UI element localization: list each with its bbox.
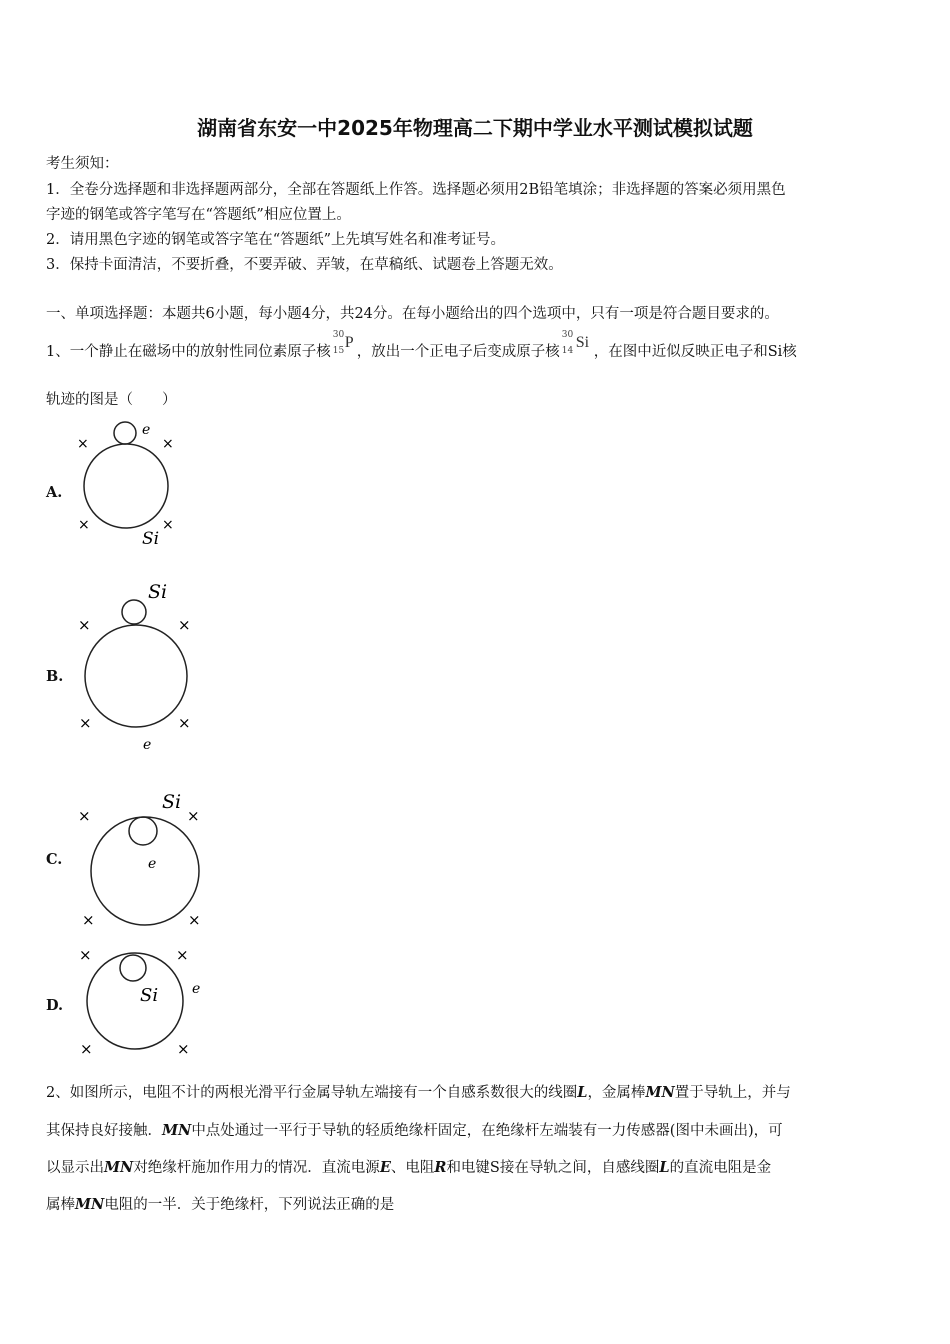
nuclide-symbol: P [344,334,354,351]
small-orbit [120,955,146,981]
question-1-line-2: 轨迹的图是（ ） [46,392,177,408]
question-1-text-b: ，放出一个正电子后变成原子核 [356,344,560,360]
question-2-line-3 [46,1156,771,1177]
small-orbit [129,817,157,845]
big-orbit [87,953,183,1049]
option-a-figure [70,418,190,553]
q2-text: 、电阻 [390,1160,435,1176]
option-c-label[interactable]: C. [46,851,63,868]
question-2-line-2 [46,1119,783,1140]
q2-text: ，金属棒 [587,1085,646,1101]
option-c-figure [72,785,212,935]
q2-text: 和电键S接在导轨之间，自感线圈 [446,1160,660,1176]
silicon-nuclide [560,330,594,358]
cross-mark: × [80,1040,93,1058]
cross-mark: × [187,807,200,825]
small-orbit-label: e [142,422,151,438]
cross-mark: × [162,436,174,452]
big-orbit [85,625,187,727]
small-orbit-label: Si [148,581,168,603]
q2-symbol: L [577,1084,588,1101]
notice-item-1-line-1: 1．全卷分选择题和非选择题两部分，全部在答题纸上作答。选择题必须用2B铅笔填涂；非选择题的答案必须用黑色 [46,182,786,198]
notice-item-1-line-2: 字迹的钢笔或答字笔写在“答题纸”相应位置上。 [46,207,351,223]
big-orbit [91,817,199,925]
nuclide-symbol: Si [575,334,590,351]
cross-mark: × [188,911,201,929]
q2-text: 中点处通过一平行于导轨的轻质绝缘杆固定，在绝缘杆左端装有一力传感器(图中未画出)，可 [191,1123,783,1139]
cross-mark: × [178,714,191,732]
big-orbit-label: e [192,981,201,997]
notice-item-3: 3．保持卡面清洁，不要折叠，不要弄破、弄皱，在草稿纸、试题卷上答题无效。 [46,257,563,273]
option-a-label[interactable]: A. [46,484,63,501]
q2-symbol: MN [75,1196,105,1213]
cross-mark: × [176,946,189,964]
q2-text: 对绝缘杆施加作用力的情况．直流电源 [133,1160,380,1176]
cross-mark: × [78,517,90,533]
option-d-label[interactable]: D. [46,997,64,1014]
nuclide-mass-number: 30 [561,330,574,340]
q2-symbol: R [434,1159,447,1176]
cross-mark: × [162,517,174,533]
option-b-label[interactable]: B. [46,668,64,685]
cross-mark: × [177,1040,190,1058]
small-orbit-label: Si [162,791,182,813]
q2-text: 置于导轨上，并与 [674,1085,791,1101]
cross-mark: × [77,436,89,452]
q2-text: 的直流电阻是金 [669,1160,772,1176]
q2-text: 电阻的一半．关于绝缘杆，下列说法正确的是 [104,1197,395,1213]
notice-heading: 考生须知： [46,156,119,172]
cross-mark: × [78,807,91,825]
q2-text: 其保持良好接触． [46,1123,162,1139]
cross-mark: × [79,946,92,964]
q2-text: 2、如图所示，电阻不计的两根光滑平行金属导轨左端接有一个自感系数很大的线圈 [46,1085,578,1101]
nuclide-atomic-number: 14 [561,346,574,356]
q2-symbol: L [659,1159,670,1176]
nuclide-mass-number: 30 [332,330,345,340]
nuclide-atomic-number: 15 [332,346,345,356]
question-1-text-c: ，在图中近似反映正电子和Si核 [593,344,797,360]
q2-symbol: MN [645,1084,675,1101]
small-orbit [114,422,136,444]
q2-symbol: MN [162,1122,192,1139]
cross-mark: × [178,616,191,634]
cross-mark: × [79,714,92,732]
option-d-figure [72,938,212,1063]
notice-item-2: 2．请用黑色字迹的钢笔或答字笔在“答题纸”上先填写姓名和准考证号。 [46,232,506,248]
cross-mark: × [78,616,91,634]
question-2-line-4 [46,1193,394,1214]
section-heading: 一、单项选择题：本题共6小题，每小题4分，共24分。在每小题给出的四个选项中，只有一项是符合题目要求的。 [46,306,779,322]
big-orbit-label: e [148,856,157,872]
question-1-line-1 [46,330,797,361]
phosphorus-nuclide [331,330,357,358]
cross-mark: × [82,911,95,929]
q2-symbol: E [379,1159,391,1176]
question-1-text-a: 1、一个静止在磁场中的放射性同位素原子核 [46,344,331,360]
question-2-line-1 [46,1081,791,1102]
big-orbit-label: e [143,737,152,753]
q2-symbol: MN [104,1159,134,1176]
small-orbit-label: Si [140,985,159,1006]
big-orbit-label: Si [142,529,160,549]
small-orbit [122,600,146,624]
q2-text: 以显示出 [46,1160,104,1176]
option-b-figure [70,575,205,755]
page-title: 湖南省东安一中2025年物理高二下期中学业水平测试模拟试题 [197,116,753,140]
big-orbit [84,444,168,528]
q2-text: 属棒 [46,1197,75,1213]
